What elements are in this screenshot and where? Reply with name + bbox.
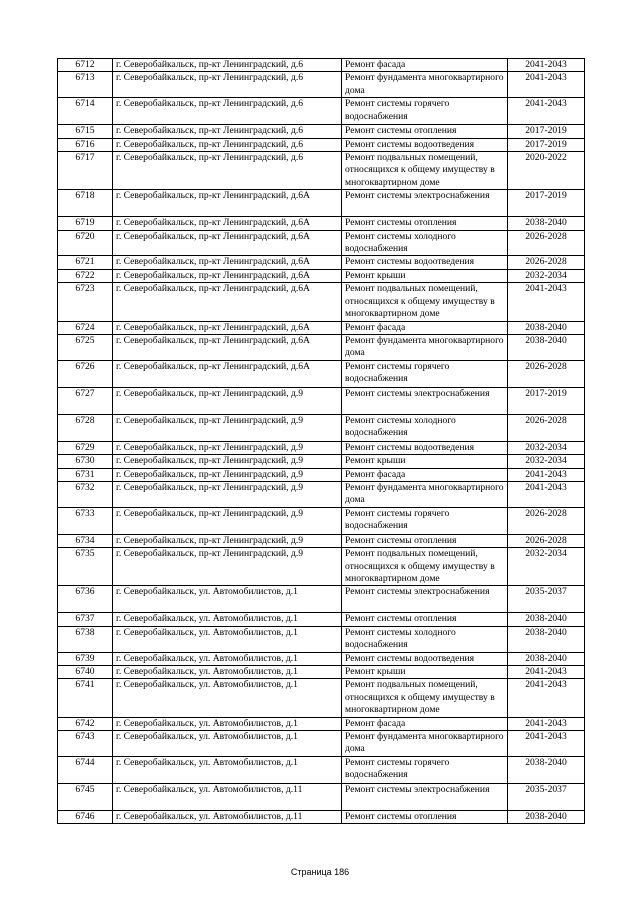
table-row: [58, 548, 585, 586]
row-work-type: Ремонт фасада: [342, 468, 508, 481]
table-row: [58, 810, 585, 823]
row-work-type: Ремонт подвальных помещений, относящихся к общему имуществу в многоквартирном доме: [342, 152, 508, 190]
table-row: [58, 256, 585, 269]
table-row: [58, 468, 585, 481]
row-period: 2038-2040: [508, 810, 585, 823]
row-period: 2032-2034: [508, 269, 585, 282]
row-work-type: Ремонт подвальных помещений, относящихся к общему имуществу в многоквартирном доме: [342, 548, 508, 586]
row-number: 6744: [58, 756, 113, 783]
row-period: 2038-2040: [508, 756, 585, 783]
row-number: 6722: [58, 269, 113, 282]
row-address: г. Северобайкальск, пр-кт Ленинградский, д.6А: [113, 321, 342, 334]
row-address: г. Северобайкальск, ул. Автомобилистов, д.1: [113, 679, 342, 717]
row-number: 6731: [58, 468, 113, 481]
row-number: 6739: [58, 652, 113, 665]
row-address: г. Северобайкальск, пр-кт Ленинградский, д.6: [113, 138, 342, 151]
row-number: 6736: [58, 586, 113, 613]
row-number: 6716: [58, 138, 113, 151]
row-period: 2041-2043: [508, 283, 585, 321]
row-address: г. Северобайкальск, пр-кт Ленинградский, д.9: [113, 387, 342, 414]
row-address: г. Северобайкальск, ул. Автомобилистов, д.1: [113, 666, 342, 679]
row-number: 6724: [58, 321, 113, 334]
row-period: 2038-2040: [508, 334, 585, 360]
table-row: [58, 360, 585, 387]
row-period: 2026-2028: [508, 414, 585, 441]
row-work-type: Ремонт фундамента многоквартирного дома: [342, 481, 508, 507]
row-address: г. Северобайкальск, ул. Автомобилистов, д.1: [113, 626, 342, 652]
row-number: 6713: [58, 72, 113, 98]
row-period: 2038-2040: [508, 652, 585, 665]
row-address: г. Северобайкальск, ул. Автомобилистов, д.1: [113, 717, 342, 730]
row-period: 2041-2043: [508, 72, 585, 98]
row-work-type: Ремонт фасада: [342, 717, 508, 730]
row-period: 2020-2022: [508, 152, 585, 190]
row-number: 6734: [58, 534, 113, 547]
row-address: г. Северобайкальск, пр-кт Ленинградский, д.6А: [113, 269, 342, 282]
row-work-type: Ремонт системы горячего водоснабжения: [342, 756, 508, 783]
table-row: [58, 756, 585, 783]
row-address: г. Северобайкальск, пр-кт Ленинградский, д.9: [113, 534, 342, 547]
row-address: г. Северобайкальск, пр-кт Ленинградский, д.6А: [113, 230, 342, 256]
row-address: г. Северобайкальск, пр-кт Ленинградский, д.9: [113, 441, 342, 454]
repair-schedule-table: [57, 58, 585, 824]
table-row: [58, 283, 585, 321]
row-address: г. Северобайкальск, пр-кт Ленинградский, д.6: [113, 59, 342, 72]
row-work-type: Ремонт системы водоотведения: [342, 256, 508, 269]
table-row: [58, 387, 585, 414]
row-number: 6741: [58, 679, 113, 717]
row-address: г. Северобайкальск, пр-кт Ленинградский, д.6А: [113, 283, 342, 321]
table-row: [58, 334, 585, 360]
row-work-type: Ремонт системы отопления: [342, 534, 508, 547]
table-row: [58, 190, 585, 217]
row-address: г. Северобайкальск, пр-кт Ленинградский, д.9: [113, 548, 342, 586]
table-row: [58, 414, 585, 441]
row-period: 2032-2034: [508, 455, 585, 468]
row-period: 2026-2028: [508, 360, 585, 387]
row-period: 2041-2043: [508, 98, 585, 125]
row-address: г. Северобайкальск, пр-кт Ленинградский, д.9: [113, 507, 342, 534]
table-row: [58, 613, 585, 626]
row-number: 6727: [58, 387, 113, 414]
row-number: 6715: [58, 125, 113, 138]
row-period: 2017-2019: [508, 138, 585, 151]
table-row: [58, 717, 585, 730]
row-work-type: Ремонт крыши: [342, 269, 508, 282]
row-work-type: Ремонт подвальных помещений, относящихся к общему имуществу в многоквартирном доме: [342, 679, 508, 717]
row-number: 6733: [58, 507, 113, 534]
row-work-type: Ремонт системы холодного водоснабжения: [342, 626, 508, 652]
table-row: [58, 321, 585, 334]
row-work-type: Ремонт фундамента многоквартирного дома: [342, 731, 508, 757]
table-row: [58, 59, 585, 72]
row-address: г. Северобайкальск, пр-кт Ленинградский, д.6: [113, 125, 342, 138]
row-address: г. Северобайкальск, пр-кт Ленинградский, д.9: [113, 468, 342, 481]
row-work-type: Ремонт подвальных помещений, относящихся к общему имуществу в многоквартирном доме: [342, 283, 508, 321]
table-row: [58, 666, 585, 679]
row-address: г. Северобайкальск, пр-кт Ленинградский, д.6А: [113, 360, 342, 387]
table-row: [58, 507, 585, 534]
row-period: 2026-2028: [508, 230, 585, 256]
row-work-type: Ремонт системы отопления: [342, 125, 508, 138]
row-number: 6737: [58, 613, 113, 626]
row-period: 2035-2037: [508, 586, 585, 613]
table-row: [58, 783, 585, 810]
row-period: 2035-2037: [508, 783, 585, 810]
row-number: 6732: [58, 481, 113, 507]
table-row: [58, 217, 585, 230]
row-work-type: Ремонт фундамента многоквартирного дома: [342, 334, 508, 360]
row-work-type: Ремонт системы электроснабжения: [342, 387, 508, 414]
table-row: [58, 125, 585, 138]
row-number: 6735: [58, 548, 113, 586]
row-period: 2041-2043: [508, 679, 585, 717]
row-number: 6743: [58, 731, 113, 757]
row-number: 6714: [58, 98, 113, 125]
row-work-type: Ремонт крыши: [342, 455, 508, 468]
row-address: г. Северобайкальск, ул. Автомобилистов, д.1: [113, 652, 342, 665]
row-period: 2032-2034: [508, 548, 585, 586]
row-number: 6719: [58, 217, 113, 230]
row-work-type: Ремонт системы горячего водоснабжения: [342, 507, 508, 534]
row-period: 2038-2040: [508, 613, 585, 626]
row-number: 6717: [58, 152, 113, 190]
row-period: 2032-2034: [508, 441, 585, 454]
row-number: 6726: [58, 360, 113, 387]
row-period: 2041-2043: [508, 666, 585, 679]
row-period: 2026-2028: [508, 534, 585, 547]
row-period: 2041-2043: [508, 731, 585, 757]
table-row: [58, 679, 585, 717]
table-row: [58, 455, 585, 468]
page-number: Страница 186: [290, 867, 350, 877]
row-number: 6725: [58, 334, 113, 360]
row-work-type: Ремонт фасада: [342, 59, 508, 72]
row-work-type: Ремонт системы электроснабжения: [342, 783, 508, 810]
row-period: 2041-2043: [508, 717, 585, 730]
row-number: 6746: [58, 810, 113, 823]
row-period: 2038-2040: [508, 626, 585, 652]
row-address: г. Северобайкальск, пр-кт Ленинградский, д.6А: [113, 217, 342, 230]
row-period: 2041-2043: [508, 59, 585, 72]
table-row: [58, 138, 585, 151]
row-work-type: Ремонт системы электроснабжения: [342, 586, 508, 613]
row-address: г. Северобайкальск, ул. Автомобилистов, д.11: [113, 810, 342, 823]
row-address: г. Северобайкальск, пр-кт Ленинградский, д.6А: [113, 190, 342, 217]
row-address: г. Северобайкальск, пр-кт Ленинградский, д.6А: [113, 334, 342, 360]
row-period: 2017-2019: [508, 125, 585, 138]
table-row: [58, 626, 585, 652]
row-work-type: Ремонт системы водоотведения: [342, 138, 508, 151]
table-row: [58, 534, 585, 547]
row-period: 2017-2019: [508, 387, 585, 414]
table-body: [58, 59, 585, 824]
row-period: 2041-2043: [508, 481, 585, 507]
row-number: 6712: [58, 59, 113, 72]
row-period: 2038-2040: [508, 217, 585, 230]
row-address: г. Северобайкальск, ул. Автомобилистов, д.1: [113, 731, 342, 757]
row-number: 6742: [58, 717, 113, 730]
table-row: [58, 731, 585, 757]
table-row: [58, 652, 585, 665]
table-row: [58, 152, 585, 190]
row-address: г. Северобайкальск, ул. Автомобилистов, д.11: [113, 783, 342, 810]
row-address: г. Северобайкальск, пр-кт Ленинградский, д.6: [113, 98, 342, 125]
table-row: [58, 586, 585, 613]
row-period: 2026-2028: [508, 507, 585, 534]
row-period: 2041-2043: [508, 468, 585, 481]
row-address: г. Северобайкальск, пр-кт Ленинградский, д.9: [113, 455, 342, 468]
row-work-type: Ремонт системы водоотведения: [342, 441, 508, 454]
row-work-type: Ремонт фундамента многоквартирного дома: [342, 72, 508, 98]
row-address: г. Северобайкальск, ул. Автомобилистов, д.1: [113, 756, 342, 783]
row-number: 6728: [58, 414, 113, 441]
row-work-type: Ремонт фасада: [342, 321, 508, 334]
row-number: 6745: [58, 783, 113, 810]
row-number: 6723: [58, 283, 113, 321]
row-period: 2026-2028: [508, 256, 585, 269]
row-period: 2017-2019: [508, 190, 585, 217]
row-number: 6729: [58, 441, 113, 454]
row-work-type: Ремонт системы водоотведения: [342, 652, 508, 665]
row-number: 6721: [58, 256, 113, 269]
row-work-type: Ремонт системы холодного водоснабжения: [342, 414, 508, 441]
row-number: 6740: [58, 666, 113, 679]
row-number: 6718: [58, 190, 113, 217]
row-address: г. Северобайкальск, пр-кт Ленинградский, д.6: [113, 152, 342, 190]
table-row: [58, 72, 585, 98]
row-address: г. Северобайкальск, пр-кт Ленинградский, д.6: [113, 72, 342, 98]
table-row: [58, 98, 585, 125]
row-work-type: Ремонт системы отопления: [342, 217, 508, 230]
row-work-type: Ремонт системы горячего водоснабжения: [342, 360, 508, 387]
row-work-type: Ремонт системы холодного водоснабжения: [342, 230, 508, 256]
row-period: 2038-2040: [508, 321, 585, 334]
row-address: г. Северобайкальск, ул. Автомобилистов, д.1: [113, 613, 342, 626]
row-address: г. Северобайкальск, ул. Автомобилистов, д.1: [113, 586, 342, 613]
row-work-type: Ремонт системы отопления: [342, 613, 508, 626]
table-row: [58, 230, 585, 256]
row-work-type: Ремонт системы отопления: [342, 810, 508, 823]
table-row: [58, 269, 585, 282]
row-number: 6730: [58, 455, 113, 468]
row-address: г. Северобайкальск, пр-кт Ленинградский, д.6А: [113, 256, 342, 269]
row-work-type: Ремонт системы горячего водоснабжения: [342, 98, 508, 125]
row-work-type: Ремонт системы электроснабжения: [342, 190, 508, 217]
row-number: 6738: [58, 626, 113, 652]
row-address: г. Северобайкальск, пр-кт Ленинградский, д.9: [113, 481, 342, 507]
row-number: 6720: [58, 230, 113, 256]
row-work-type: Ремонт крыши: [342, 666, 508, 679]
table-row: [58, 441, 585, 454]
table-row: [58, 481, 585, 507]
row-address: г. Северобайкальск, пр-кт Ленинградский, д.9: [113, 414, 342, 441]
